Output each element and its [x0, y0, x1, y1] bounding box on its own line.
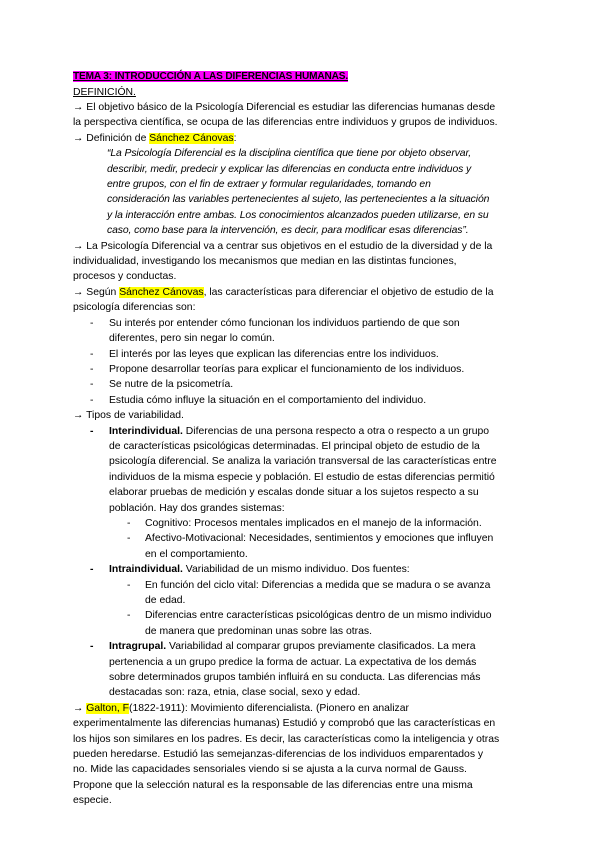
paragraph-line: → El objetivo básico de la Psicología Diferencial es estudiar las diferencias humanas desde	[73, 102, 496, 113]
paragraph-line: individualidad, investigando los mecanismos que median en las distintas funciones,	[73, 256, 457, 268]
paragraph-line: especie.	[73, 795, 112, 807]
list-item-intragrupal: - Intragrupal. Variabilidad al comparar grupos previamente clasificados. La mera	[90, 641, 476, 653]
paragraph-line: no. Mide las capacidades sensoriales viendo si se ajusta a la curva normal de Gauss.	[73, 764, 467, 776]
section-heading: DEFINICIÓN.	[73, 86, 136, 98]
paragraph-line: Propone que la selección natural es la responsable de las diferencias entre una misma	[73, 779, 473, 791]
sub-list-item-continuation: en el comportamiento.	[145, 548, 248, 560]
list-item-intraindividual: - Intraindividual. Variabilidad de un mismo individuo. Dos fuentes:	[90, 564, 410, 576]
paragraph-line: → Tipos de variabilidad.	[73, 410, 184, 422]
list-item: - Se nutre de la psicometría.	[90, 379, 234, 391]
list-item-continuation: destacadas son: raza, etnia, clase social, sexo y edad.	[109, 687, 361, 699]
list-item-interindividual: - Interindividual. Diferencias de una persona respecto a otra o respecto a un grupo	[90, 425, 490, 437]
page-title: TEMA 3: INTRODUCCIÓN A LAS DIFERENCIAS HUMANAS.	[73, 71, 349, 82]
list-item-continuation: población. Hay dos grandes sistemas:	[109, 502, 285, 514]
quote-line: describir, medir, predecir y explicar las diferencias en conducta entre individuos y	[107, 163, 472, 175]
author-highlight: Sánchez Cánovas	[119, 286, 204, 298]
document-page	[73, 69, 533, 809]
author-highlight: Galton, F	[86, 702, 130, 714]
segun-line: → Según Sánchez Cánovas, las características para diferenciar el objetivo de estudio de la	[73, 286, 494, 298]
paragraph-line: los hijos son similares en los padres. Es decir, las características como la inteligencia y otras	[73, 733, 500, 745]
paragraph-line: procesos y conductas.	[73, 271, 177, 283]
definition-line: → Definición de Sánchez Cánovas:	[73, 132, 237, 144]
list-item-continuation: psicología diferencial. Se analiza la variación transversal de las características entre	[109, 456, 497, 468]
list-item-continuation: elaborar pruebas de medición y escalas donde situar a los sujetos respecto a su	[109, 487, 479, 499]
quote-line: entre grupos, con el fin de extraer y formular regularidades, tomando en	[107, 179, 431, 191]
list-item-continuation: diferentes, pero sin negar lo común.	[109, 333, 275, 345]
paragraph-line: → La Psicología Diferencial va a centrar sus objetivos en el estudio de la diversidad y de la	[73, 240, 493, 252]
list-item: - Estudia cómo influye la situación en el comportamiento del individuo.	[90, 394, 427, 406]
sub-list-item: - Diferencias entre características psicológicas dentro de un mismo individuo	[127, 610, 492, 622]
sub-list-item: - En función del ciclo vital: Diferencias a medida que se madura o se avanza	[127, 579, 491, 591]
list-item-continuation: individuos de la misma especie y población. El estudio de estas diferencias permitió	[109, 471, 495, 483]
quote-line: caso, como base para la intervención, es decir, para modificar esas diferencias”.	[107, 225, 469, 237]
sub-list-item-continuation: de edad.	[145, 595, 186, 606]
list-item-continuation: de características psicológicas determinadas. El principal objeto de estudio de la	[109, 440, 480, 452]
quote-line: “La Psicología Diferencial es la disciplina científica que tiene por objeto observar,	[107, 148, 472, 160]
list-item-continuation: pertenencia a un grupo predice la forma de actuar. La expectativa de los demás	[109, 656, 477, 668]
paragraph-line: psicología diferencias son:	[73, 302, 196, 314]
galton-line: → Galton, F(1822-1911): Movimiento diferencialista. (Pionero en analizar	[73, 702, 409, 714]
quote-line: consideración las variables pertenecientes al sujeto, las pertenecientes a la situación	[107, 194, 490, 206]
quote-line: y la interacción entre ambas. Los conocimientos alcanzados pueden utilizarse, en su	[107, 209, 489, 221]
paragraph-line: pueden heredarse. Estudió las semejanzas-diferencias de los individuos emparentados y	[73, 749, 484, 761]
sub-list-item: - Cognitivo: Procesos mentales implicados en el manejo de la información.	[127, 517, 482, 529]
list-item: - Propone desarrollar teorías para explicar el funcionamiento de los individuos.	[90, 363, 465, 375]
title-line	[73, 69, 533, 85]
list-item: - El interés por las leyes que explican las diferencias entre los individuos.	[90, 348, 439, 360]
list-item: - Su interés por entender cómo funcionan los individuos partiendo de que son	[90, 317, 460, 329]
list-item-continuation: sobre determinados grupos también influirá en su conducta. Las diferencias más	[109, 672, 481, 684]
paragraph-line: experimentalmente las diferencias humanas) Estudió y comprobó que las características en	[73, 718, 496, 730]
paragraph-line: la perspectiva científica, se ocupa de las diferencias entre individuos y grupos de individuos.	[73, 117, 498, 129]
sub-list-item-continuation: de manera que predominan unas sobre las otras.	[145, 625, 373, 637]
author-highlight: Sánchez Cánovas	[149, 132, 234, 144]
sub-list-item: - Afectivo-Motivacional: Necesidades, sentimientos y emociones que influyen	[127, 533, 494, 545]
